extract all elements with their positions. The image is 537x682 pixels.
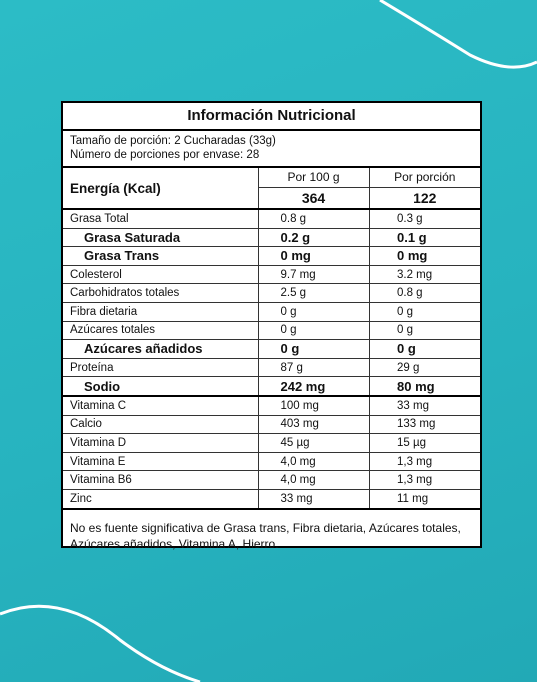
nutrient-row [63,489,480,508]
nutrient-label: Carbohidratos totales [63,284,258,303]
value-per-portion [369,377,480,396]
value-per-portion [369,209,480,228]
nutrient-row [63,247,480,266]
value-per-portion-text: 0 mg [397,248,428,264]
value-per-100g-text: 0 g [280,324,297,337]
value-per-100g-text: 4,0 mg [280,455,316,468]
nutrient-row [63,228,480,247]
value-per-portion [369,489,480,508]
value-per-100g [258,452,369,471]
nutrition-facts-panel [61,101,482,551]
footnote: No es fuente significativa de Grasa trans, Fibra dietaria, Azúcares totales, Azúcares añadidos, Vitamina A, Hierro. [70,520,461,551]
nutrient-label: Azúcares totales [63,321,258,340]
value-per-portion [369,302,480,321]
value-per-portion [369,228,480,247]
value-per-100g-text: 242 mg [280,378,326,394]
value-per-100g-text: 0.8 g [280,212,307,225]
value-per-portion [369,284,480,303]
value-per-100g [258,471,369,490]
portion-info [63,131,480,168]
value-per-portion-text: 3.2 mg [397,268,433,281]
nutrient-row [63,284,480,303]
value-per-portion-text: 0 g [397,324,413,337]
nutrient-label: Grasa Trans [63,247,258,266]
value-per-portion [369,415,480,434]
nutrient-row [63,377,480,396]
energy-col2 [369,168,480,209]
value-per-portion [369,358,480,377]
value-per-portion [369,396,480,415]
value-per-portion-text: 15 µg [397,436,427,449]
portion-size: Tamaño de porción: 2 Cucharadas (33g) [70,135,276,147]
value-per-100g [258,302,369,321]
value-per-portion [369,247,480,266]
value-per-portion-text: 133 mg [397,418,436,431]
value-per-100g [258,434,369,453]
nutrient-label: Vitamina C [63,396,258,415]
value-per-portion-text: 0 g [397,341,416,357]
nutrient-row [63,452,480,471]
value-per-100g [258,358,369,377]
value-per-100g-text: 0.2 g [280,229,311,245]
value-per-100g [258,396,369,415]
nutrient-label: Grasa Total [63,209,258,228]
value-per-portion-text: 0 g [397,305,413,318]
value-per-portion-text: 0.8 g [397,287,423,300]
value-per-portion [369,452,480,471]
value-per-portion-text: 33 mg [397,399,429,412]
nutrient-row [63,209,480,228]
nutrient-label: Calcio [63,415,258,434]
nutrient-label: Vitamina E [63,452,258,471]
value-per-portion-text: 0.3 g [397,212,423,225]
nutrient-label: Vitamina B6 [63,471,258,490]
portions-per-container: Número de porciones por envase: 28 [70,149,260,161]
nutrient-label: Grasa Saturada [63,228,258,247]
nutrient-label: Proteína [63,358,258,377]
nutrition-table [63,168,480,510]
energy-row [63,168,480,209]
value-per-portion [369,434,480,453]
value-per-100g-text: 9.7 mg [280,268,316,281]
value-per-100g-text: 33 mg [280,492,313,505]
nutrient-row [63,265,480,284]
value-per-100g [258,247,369,266]
value-per-portion [369,265,480,284]
value-per-portion [369,471,480,490]
energy-label: Energía (Kcal) [63,168,258,209]
value-per-100g [258,489,369,508]
energy-value-100g: 364 [301,190,326,206]
nutrient-row [63,415,480,434]
value-per-100g [258,321,369,340]
value-per-portion-text: 0.1 g [397,229,427,245]
nutrient-row [63,471,480,490]
value-per-100g-text: 87 g [280,361,303,374]
nutrition-title: Información Nutricional [63,103,480,131]
value-per-100g [258,209,369,228]
col2-header: Por porción [370,168,481,188]
nutrient-row [63,302,480,321]
value-per-100g [258,228,369,247]
nutrient-row [63,358,480,377]
value-per-100g [258,284,369,303]
value-per-100g-text: 4,0 mg [280,474,316,487]
energy-col1 [258,168,369,209]
value-per-100g-text: 2.5 g [280,287,307,300]
value-per-portion-text: 11 mg [397,492,429,505]
nutrient-row [63,396,480,415]
value-per-100g-text: 0 mg [280,248,311,264]
value-per-portion [369,321,480,340]
value-per-100g-text: 100 mg [280,399,319,412]
value-per-100g [258,340,369,359]
value-per-100g-text: 45 µg [280,436,310,449]
nutrient-row [63,321,480,340]
value-per-100g [258,265,369,284]
nutrient-label: Vitamina D [63,434,258,453]
value-per-portion [369,340,480,359]
value-per-100g-text: 0 g [280,305,297,318]
nutrient-row [63,340,480,359]
value-per-portion-text: 29 g [397,361,420,374]
value-per-portion-text: 1,3 mg [397,455,433,468]
nutrient-label: Colesterol [63,265,258,284]
nutrient-row [63,434,480,453]
value-per-100g-text: 0 g [280,341,300,357]
value-per-100g [258,377,369,396]
col1-header: Por 100 g [259,168,369,188]
nutrient-label: Fibra dietaria [63,302,258,321]
nutrient-label: Azúcares añadidos [63,340,258,359]
energy-value-portion: 122 [413,190,437,206]
value-per-100g-text: 403 mg [280,418,319,431]
value-per-portion-text: 1,3 mg [397,474,433,487]
nutrient-label: Zinc [63,489,258,508]
nutrient-label: Sodio [63,377,258,396]
value-per-100g [258,415,369,434]
value-per-portion-text: 80 mg [397,378,435,394]
